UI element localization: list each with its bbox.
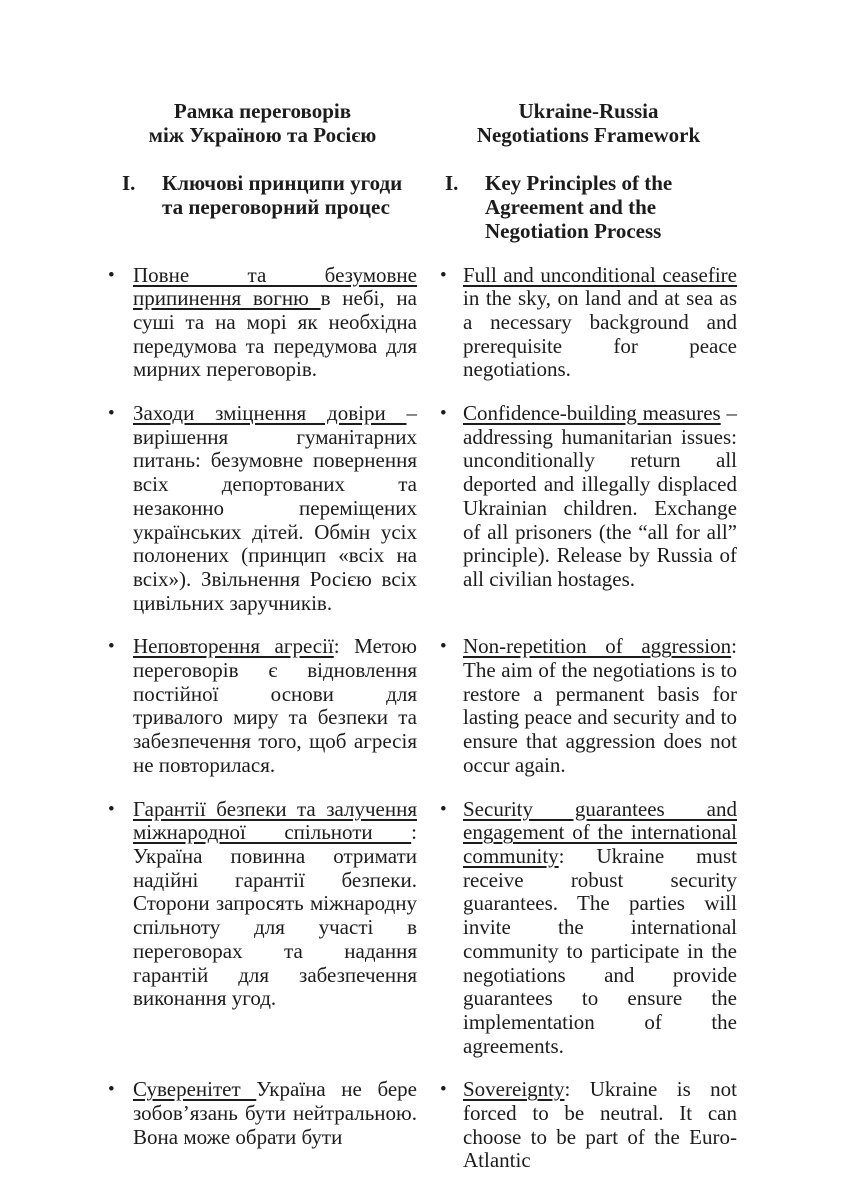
bullet-text (133, 798, 417, 1011)
bullet-body: : The aim of the negotiations is to restore a permanent basis for lasting peace and security and to ensure that aggression does not occur again. (463, 634, 737, 777)
bullet-body: Україна не бере зобов’язань бути нейтральною. Вона може обрати бути (133, 1077, 417, 1149)
bullet-text (463, 635, 737, 777)
uk-bullet-sovereignty (108, 1078, 417, 1173)
bullet-item (440, 1078, 737, 1173)
bullet-body: : Метою переговорів є відновлення постійної основи для тривалого миру та безпеки та забезпечення того, щоб агресія не повторилася. (133, 634, 417, 777)
bullet-marker: • (440, 636, 447, 658)
en-title-line-2: Negotiations Framework (476, 122, 701, 147)
bullet-body: : Ukraine is not forced to be neutral. It can choose to be part of the Euro-Atlantic (463, 1077, 737, 1173)
uk-bullet-ceasefire (108, 264, 417, 383)
title-row (108, 100, 737, 147)
en-title (440, 100, 737, 147)
two-column-document (108, 100, 737, 1173)
bullet-key-phrase: Full and unconditional ceasefire (463, 262, 737, 287)
bullet-item (440, 402, 737, 592)
bullet-key-phrase: Гарантії безпеки та залучення міжнародної спільноти (133, 796, 417, 845)
section-heading-row (108, 172, 737, 243)
en-bullet-sovereignty (440, 1078, 737, 1173)
uk-bullet-security-guarantees (108, 798, 417, 1059)
bullet-body: – вирішення гуманітарних питань: безумовне повернення всіх депортованих та незаконно переміщених українських дітей. Обмін усіх полонених (принцип «всіх на всіх»). Звільнення Росією всіх цивільних заручників. (133, 401, 417, 615)
bullet-item (440, 264, 737, 383)
en-bullet-security-guarantees (440, 798, 737, 1059)
uk-section-number: I. (122, 171, 136, 196)
bullet-row-confidence-measures (108, 402, 737, 615)
bullet-item (108, 635, 417, 777)
bullet-key-phrase: Confidence-building measures (463, 401, 721, 426)
bullet-marker: • (108, 636, 115, 658)
bullet-key-phrase: Sovereignty (463, 1077, 565, 1102)
uk-section (108, 172, 417, 219)
bullet-marker: • (440, 264, 447, 286)
bullet-key-phrase: Заходи зміцнення довіри (133, 401, 407, 426)
uk-bullet-non-repetition (108, 635, 417, 777)
bullet-text (463, 264, 737, 383)
bullet-row-sovereignty (108, 1078, 737, 1173)
bullet-marker: • (108, 264, 115, 286)
bullet-row-non-repetition (108, 635, 737, 777)
bullet-marker: • (108, 1079, 115, 1101)
bullet-marker: • (108, 403, 115, 425)
en-section-heading (440, 172, 737, 243)
bullet-text (133, 635, 417, 777)
bullet-item (440, 798, 737, 1059)
bullet-item (440, 635, 737, 777)
bullet-marker: • (440, 1079, 447, 1101)
uk-section-heading (108, 172, 417, 243)
bullet-marker: • (108, 798, 115, 820)
bullet-key-phrase: Суверенітет (133, 1077, 257, 1102)
uk-title (108, 100, 417, 147)
bullet-key-phrase: Повне та безумовне припинення вогню (133, 262, 417, 311)
bullet-text (133, 264, 417, 383)
en-bullet-non-repetition (440, 635, 737, 777)
bullet-text (133, 1078, 417, 1149)
bullet-row-ceasefire (108, 264, 737, 383)
bullet-body: : Україна повинна отримати надійні гарантії безпеки. Сторони запросять міжнародну спільноту для участі в переговорах та надання гарантій для забезпечення виконання угод. (133, 820, 417, 1011)
bullet-body: : Ukraine must receive robust security guarantees. The parties will invite the international community to participate in the negotiations and provide guarantees to ensure the implementation of the agreements. (463, 843, 737, 1058)
bullet-item (108, 798, 417, 1011)
bullet-key-phrase: Неповторення агресії (133, 634, 334, 659)
en-title-line-1: Ukraine-Russia (518, 99, 659, 123)
bullet-body: – addressing humanitarian issues: unconditionally return all deported and illegally displaced Ukrainian children. Exchange of all prisoners (the “all for all” principle). Release by Russia of all civilian hostages. (463, 401, 737, 591)
bullet-text (463, 1078, 737, 1173)
uk-bullet-confidence-measures (108, 402, 417, 615)
bullet-text (133, 402, 417, 615)
bullet-key-phrase: Security guarantees and engagement of the international community (463, 796, 737, 868)
bullet-marker: • (440, 403, 447, 425)
en-bullet-confidence-measures (440, 402, 737, 615)
bullet-body: в небі, на суші та на морі як необхідна передумова та передумова для мирних переговорів. (133, 286, 417, 382)
bullet-marker: • (440, 798, 447, 820)
uk-title-line-2: між Україною та Росією (148, 122, 377, 147)
bullet-text (463, 402, 737, 592)
bullet-item (108, 1078, 417, 1149)
bullet-text (463, 798, 737, 1059)
en-bullet-ceasefire (440, 264, 737, 383)
bullet-item (108, 402, 417, 615)
bullet-key-phrase: Non-repetition of aggression (463, 634, 732, 659)
bullet-body: in the sky, on land and at sea as a necessary background and prerequisite for peace negotiations. (463, 286, 737, 382)
uk-title-line-1: Рамка переговорів (173, 99, 352, 123)
en-section (440, 172, 737, 243)
en-section-title: Key Principles of the Agreement and the Negotiation Process (485, 171, 673, 243)
bullet-item (108, 264, 417, 383)
bullet-row-security-guarantees (108, 798, 737, 1059)
en-section-number: I. (445, 171, 459, 196)
uk-section-title: Ключові принципи угоди та переговорний процес (162, 171, 403, 220)
